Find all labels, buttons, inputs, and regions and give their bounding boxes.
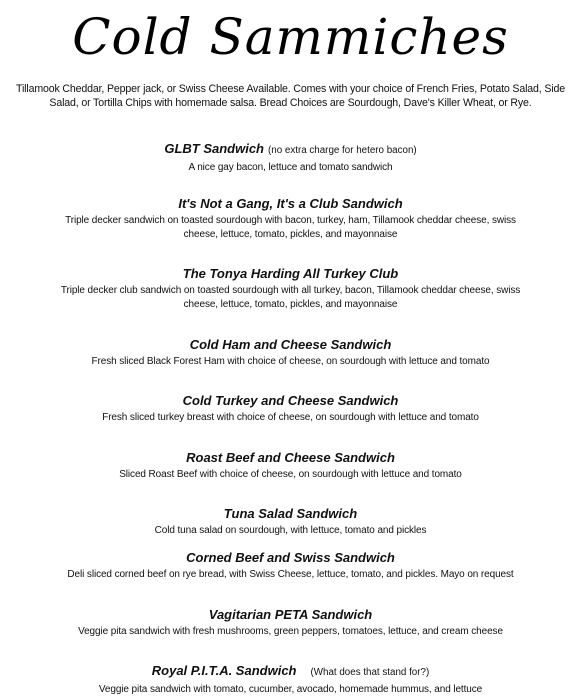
item-description: Deli sliced corned beef on rye bread, with Swiss Cheese, lettuce, tomato, and pickles. Mayo on request bbox=[67, 569, 514, 580]
item-name: The Tonya Harding All Turkey Club bbox=[182, 266, 399, 281]
menu-item bbox=[0, 663, 581, 697]
item-description: Fresh sliced Black Forest Ham with choice of cheese, on sourdough with lettuce and tomato bbox=[91, 356, 490, 367]
item-name: Royal P.I.T.A. Sandwich bbox=[151, 663, 297, 678]
item-note: (no extra charge for hetero bacon) bbox=[268, 145, 417, 156]
menu-item bbox=[0, 450, 581, 482]
item-note: (What does that stand for?) bbox=[310, 667, 430, 678]
item-description: Triple decker sandwich on toasted sourdough with bacon, turkey, ham, Tillamook cheddar cheese, swiss cheese, lettuce, tomato, pickles, and mayonnaise bbox=[65, 215, 516, 240]
menu-intro: Tillamook Cheddar, Pepper jack, or Swiss Cheese Available. Comes with your choice of French Fries, Potato Salad, Side Salad, or Tortilla Chips with homemade salsa. Bread Choices are Sourdough, Dave's Killer Wheat, or Rye. bbox=[16, 83, 565, 109]
item-name: It's Not a Gang, It's a Club Sandwich bbox=[178, 196, 403, 211]
item-name: GLBT Sandwich bbox=[164, 141, 264, 156]
item-description: Fresh sliced turkey breast with choice of cheese, on sourdough with lettuce and tomato bbox=[102, 412, 479, 423]
item-name: Corned Beef and Swiss Sandwich bbox=[186, 550, 395, 565]
item-description: Cold tuna salad on sourdough, with lettuce, tomato and pickles bbox=[154, 525, 427, 536]
menu-title: Cold Sammiches bbox=[72, 8, 509, 66]
menu-item bbox=[0, 337, 581, 369]
item-name: Vagitarian PETA Sandwich bbox=[208, 607, 373, 622]
item-description: Sliced Roast Beef with choice of cheese, on sourdough with lettuce and tomato bbox=[119, 469, 462, 480]
item-description: Veggie pita sandwich with tomato, cucumber, avocado, homemade hummus, and lettuce bbox=[98, 684, 483, 695]
item-name: Roast Beef and Cheese Sandwich bbox=[186, 450, 395, 465]
item-name: Tuna Salad Sandwich bbox=[223, 506, 358, 521]
menu-item bbox=[0, 607, 581, 639]
menu-item bbox=[0, 550, 581, 582]
menu-item bbox=[0, 141, 581, 175]
menu-item bbox=[0, 506, 581, 538]
menu-item bbox=[0, 266, 581, 311]
item-description: A nice gay bacon, lettuce and tomato sandwich bbox=[188, 162, 393, 173]
item-name: Cold Ham and Cheese Sandwich bbox=[189, 337, 392, 352]
item-description: Triple decker club sandwich on toasted sourdough with all turkey, bacon, Tillamook cheddar cheese, swiss cheese, lettuce, tomato, pickles, and mayonnaise bbox=[60, 285, 521, 310]
item-name: Cold Turkey and Cheese Sandwich bbox=[182, 393, 399, 408]
menu-item bbox=[0, 196, 581, 241]
menu-item bbox=[0, 393, 581, 425]
item-description: Veggie pita sandwich with fresh mushrooms, green peppers, tomatoes, lettuce, and cream cheese bbox=[78, 626, 503, 637]
